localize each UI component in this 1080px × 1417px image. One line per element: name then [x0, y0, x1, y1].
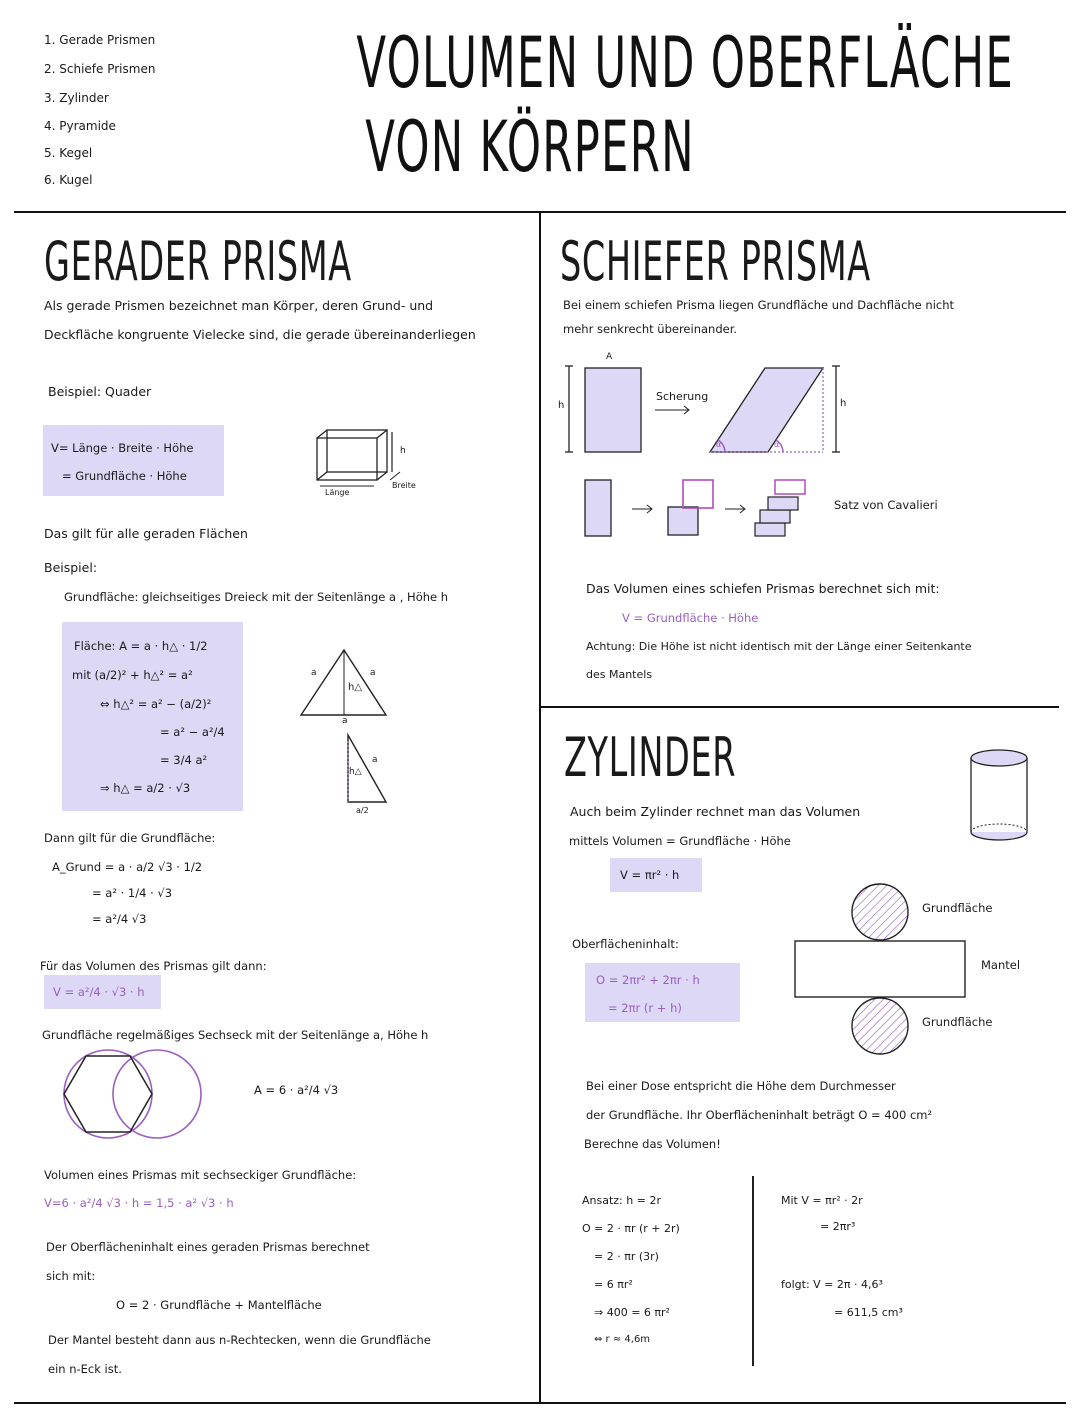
zylinder-of-formula2: = 2πr (r + h) [608, 1001, 682, 1015]
cavalieri-sketch [580, 476, 810, 541]
grundflaeche-label: Dann gilt für die Grundfläche: [44, 831, 216, 845]
divider-bottom [14, 1402, 1066, 1404]
agrund-line-1: A_Grund = a · a/2 √3 · 1/2 [52, 860, 203, 874]
calc-line-4: = a² − a²/4 [160, 725, 225, 739]
agrund-line-2: = a² · 1/4 · √3 [92, 886, 173, 900]
netz-label-grundflaeche-top: Grundfläche [922, 901, 993, 915]
dreieck-label-a-left: a [311, 668, 317, 678]
scherung-label-h-left: h [558, 400, 565, 411]
schiefer-intro-line1: Bei einem schiefen Prisma liegen Grundfläche und Dachfläche nicht [563, 298, 955, 312]
schiefer-volumen-formula: V = Grundfläche · Höhe [622, 611, 759, 625]
quader-label-breite: Breite [392, 481, 416, 490]
toc-item-4: 4. Pyramide [44, 119, 116, 133]
scherung-label: Scherung [656, 390, 709, 403]
halbdreieck-label-h: h△ [349, 767, 362, 777]
calc-line-3: ⇔ h△² = a² − (a/2)² [100, 697, 212, 711]
sechseck-sketch [62, 1048, 207, 1143]
scherung-sketch [555, 360, 855, 460]
dreieck-label-a-bottom: a [342, 716, 348, 726]
zylinder-text-line1: Auch beim Zylinder rechnet man das Volumen [570, 804, 861, 819]
quader-label-h: h [400, 446, 406, 456]
halbdreieck-label-half: a/2 [356, 806, 369, 815]
alpha-label-1: α [716, 440, 722, 449]
section-heading-schiefer-prisma: SCHIEFER PRISMA [560, 230, 871, 293]
toc-item-6: 6. Kugel [44, 173, 93, 187]
achtung-line2: des Mantels [586, 668, 653, 681]
page-title-line1: VOLUMEN UND OBERFLÄCHE [356, 22, 1015, 104]
gilt-fuer-alle: Das gilt für alle geraden Flächen [44, 526, 248, 541]
cavalieri-label: Satz von Cavalieri [834, 498, 938, 512]
gerader-intro-line2: Deckfläche kongruente Vielecke sind, die gerade übereinanderliegen [44, 327, 476, 342]
section-heading-zylinder: ZYLINDER [564, 726, 737, 789]
toc-item-3: 3. Zylinder [44, 91, 109, 105]
zylinder-v-formula: V = πr² · h [620, 868, 680, 882]
dreieck-label-h: h△ [348, 682, 363, 693]
dose-line1: Bei einer Dose entspricht die Höhe dem Durchmesser [586, 1079, 896, 1093]
dreieck-label-a-right: a [370, 668, 376, 678]
volumen6-label: Volumen eines Prismas mit sechseckiger Grundfläche: [44, 1168, 357, 1182]
mit-line-1: Mit V = πr² · 2r [781, 1194, 863, 1207]
grundflaeche-dreieck: Grundfläche: gleichseitiges Dreieck mit der Seitenlänge a , Höhe h [64, 590, 449, 604]
zylinder-sketch [966, 745, 1032, 845]
page-title-line2: VON KÖRPERN [365, 106, 695, 188]
beispiel-label: Beispiel: [44, 560, 98, 575]
schiefer-intro-line2: mehr senkrecht übereinander. [563, 322, 738, 336]
alpha-label-2: α [774, 440, 780, 449]
oberflaeche-formula: O = 2 · Grundfläche + Mantelfläche [116, 1298, 322, 1312]
dose-line3: Berechne das Volumen! [584, 1137, 721, 1151]
scherung-label-A: A [606, 352, 613, 362]
quader-label-laenge: Länge [325, 488, 350, 497]
folgt-line-2: = 611,5 cm³ [834, 1306, 903, 1319]
ansatz-line-4: = 6 πr² [594, 1278, 633, 1291]
ansatz-line-2: O = 2 · πr (r + 2r) [582, 1222, 680, 1235]
halbdreieck-label-a: a [372, 755, 378, 765]
volumen-formula: V = a²/4 · √3 · h [53, 985, 145, 999]
ansatz-line-6: ⇔ r ≈ 4,6m [594, 1334, 651, 1345]
agrund-line-3: = a²/4 √3 [92, 912, 147, 926]
schiefer-volumen-text: Das Volumen eines schiefen Prismas berechnet sich mit: [586, 581, 940, 596]
ansatz-divider [752, 1176, 754, 1366]
quader-formula-box [43, 425, 224, 496]
oberflaeche-line1: Der Oberflächeninhalt eines geraden Prismas berechnet [46, 1240, 370, 1254]
toc-item-5: 5. Kegel [44, 146, 93, 160]
dose-line2: der Grundfläche. Ihr Oberflächeninhalt beträgt O = 400 cm² [586, 1108, 933, 1122]
mantel-line2: ein n-Eck ist. [48, 1362, 122, 1376]
section-heading-gerader-prisma: GERADER PRISMA [44, 230, 352, 293]
quader-formula-line2: = Grundfläche · Höhe [62, 469, 187, 483]
toc-item-2: 2. Schiefe Prismen [44, 62, 156, 76]
calc-line-1: Fläche: A = a · h△ · 1/2 [74, 639, 208, 653]
volumen-label: Für das Volumen des Prismas gilt dann: [40, 959, 267, 973]
oberflaeche-line2: sich mit: [46, 1269, 96, 1283]
quader-formula-line1: V= Länge · Breite · Höhe [51, 441, 194, 455]
zylinder-of-formula1: O = 2πr² + 2πr · h [596, 973, 700, 987]
sechseck-label: Grundfläche regelmäßiges Sechseck mit der Seitenlänge a, Höhe h [42, 1028, 429, 1042]
folgt-line-1: folgt: V = 2π · 4,6³ [781, 1278, 883, 1291]
achtung-line1: Achtung: Die Höhe ist nicht identisch mit der Länge einer Seitenkante [586, 640, 972, 653]
gerader-intro-line1: Als gerade Prismen bezeichnet man Körper, deren Grund- und [44, 298, 434, 313]
netz-label-mantel: Mantel [981, 958, 1021, 972]
zylinder-text-line2: mittels Volumen = Grundfläche · Höhe [569, 834, 791, 848]
mit-line-2: = 2πr³ [820, 1220, 856, 1233]
gerader-beispiel-quader: Beispiel: Quader [48, 384, 152, 399]
divider-vertical [539, 211, 541, 1403]
zylinder-oberflaeche-label: Oberflächeninhalt: [572, 937, 679, 951]
ansatz-line-5: ⇒ 400 = 6 πr² [594, 1306, 670, 1319]
toc-item-1: 1. Gerade Prismen [44, 33, 156, 47]
ansatz-line-3: = 2 · πr (3r) [594, 1250, 659, 1263]
volumen6-formula: V=6 · a²/4 √3 · h = 1,5 · a² √3 · h [44, 1196, 234, 1210]
calc-line-5: = 3/4 a² [160, 753, 208, 767]
calc-line-6: ⇒ h△ = a/2 · √3 [100, 781, 191, 795]
divider-middle-right [541, 706, 1059, 708]
scherung-label-h-right: h [840, 398, 847, 409]
mantel-line1: Der Mantel besteht dann aus n-Rechtecken, wenn die Grundfläche [48, 1333, 431, 1347]
netz-label-grundflaeche-bottom: Grundfläche [922, 1015, 993, 1029]
sechseck-flaeche: A = 6 · a²/4 √3 [254, 1083, 339, 1097]
ansatz-line-1: Ansatz: h = 2r [582, 1194, 661, 1207]
calc-line-2: mit (a/2)² + h△² = a² [72, 668, 193, 682]
